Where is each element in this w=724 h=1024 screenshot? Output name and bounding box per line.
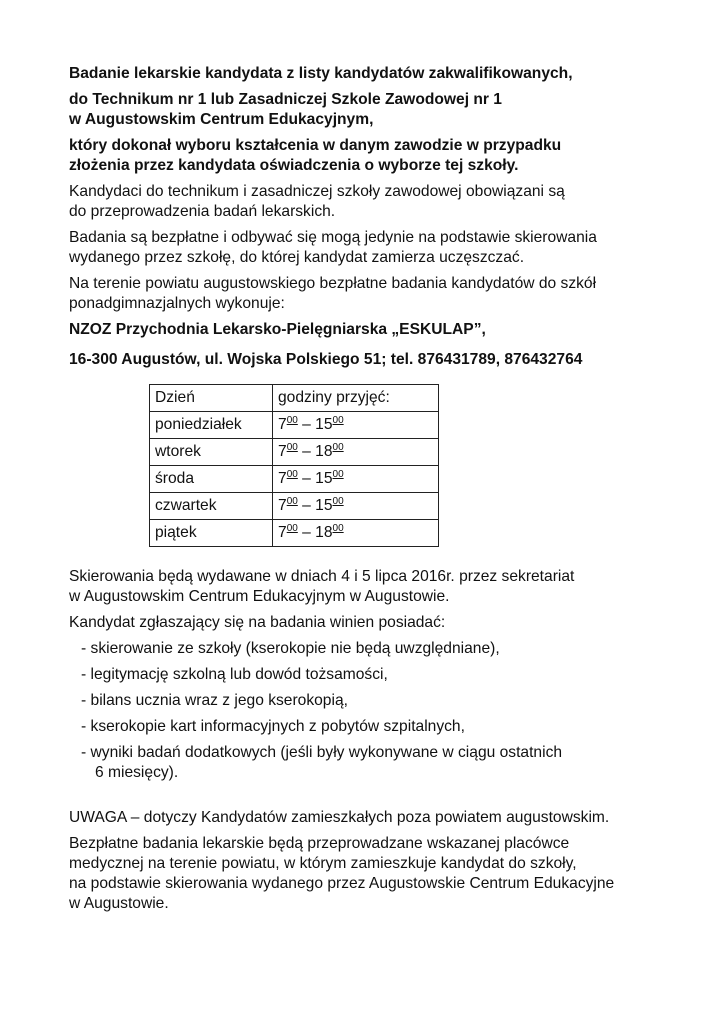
hours-cell: $7^{00} - 15^{00}$ bbox=[273, 466, 439, 493]
spacer bbox=[69, 789, 669, 808]
table-row bbox=[150, 493, 439, 520]
requirements-intro: Kandydat zgłaszający się na badania winien posiadać: bbox=[69, 614, 446, 631]
hours-cell: $7^{00} - 15^{00}$ bbox=[273, 412, 439, 439]
hours-cell: $7^{00} - 15^{00}$ bbox=[273, 493, 439, 520]
paragraph-referral: Skierowania będą wydawane w dniach 4 i 5 lipca 2016r. przez sekretariat w Augustowskim Centrum Edukacyjnym w Augustowie. bbox=[69, 568, 575, 605]
clinic-name: NZOZ Przychodnia Lekarsko-Pielęgniarska „ESKULAP”, bbox=[69, 321, 486, 338]
table-row bbox=[150, 466, 439, 493]
paragraph-obligation: Kandydaci do technikum i zasadniczej szkoły zawodowej obowiązani są do przeprowadzenia badań lekarskich. bbox=[69, 183, 565, 220]
heading-line-2: do Technikum nr 1 lub Zasadniczej Szkole Zawodowej nr 1 w Augustowskim Centrum Edukacyjnym, bbox=[69, 91, 502, 128]
table-row bbox=[150, 520, 439, 547]
note-title: UWAGA – dotyczy Kandydatów zamieszkałych poza powiatem augustowskim. bbox=[69, 809, 610, 826]
paragraph-performed-by: Na terenie powiatu augustowskiego bezpłatne badania kandydatów do szkół ponadgimnazjalnych wykonuje: bbox=[69, 275, 597, 312]
table-row bbox=[150, 439, 439, 466]
day-cell: poniedziałek bbox=[150, 412, 273, 439]
day-cell: czwartek bbox=[150, 493, 273, 520]
list-item: - bilans ucznia wraz z jego kserokopią, bbox=[81, 692, 348, 709]
clinic-address: 16-300 Augustów, ul. Wojska Polskiego 51; tel. 876431789, 876432764 bbox=[69, 351, 583, 368]
list-item: - legitymację szkolną lub dowód tożsamości, bbox=[81, 666, 388, 683]
day-cell: wtorek bbox=[150, 439, 273, 466]
table-row bbox=[150, 412, 439, 439]
header-day: Dzień bbox=[150, 385, 273, 412]
document-page bbox=[69, 64, 669, 920]
note-paragraph: Bezpłatne badania lekarskie będą przeprowadzane wskazanej placówce medycznej na terenie powiatu, w którym zamieszkuje kandydat do szkoły, na podstawie skierowania wydanego przez Augustowskie Centrum Edukacyjne w Augustowie. bbox=[69, 835, 615, 912]
heading-line-3: który dokonał wyboru kształcenia w danym zawodzie w przypadku złożenia przez kandydata oświadczenia o wyborze tej szkoły. bbox=[69, 137, 562, 174]
office-hours-table bbox=[149, 384, 439, 547]
hours-cell: $7^{00} - 18^{00}$ bbox=[273, 520, 439, 547]
heading-line-1: Badanie lekarskie kandydata z listy kandydatów zakwalifikowanych, bbox=[69, 65, 573, 82]
table-header-row bbox=[150, 385, 439, 412]
hours-cell: $7^{00} - 18^{00}$ bbox=[273, 439, 439, 466]
header-hours: godziny przyjęć: bbox=[273, 385, 439, 412]
list-item: - skierowanie ze szkoły (kserokopie nie będą uwzględniane), bbox=[81, 640, 500, 657]
day-cell: środa bbox=[150, 466, 273, 493]
day-cell: piątek bbox=[150, 520, 273, 547]
list-item: - wyniki badań dodatkowych (jeśli były wykonywane w ciągu ostatnich 6 miesięcy). bbox=[81, 744, 563, 781]
list-item: - kserokopie kart informacyjnych z pobytów szpitalnych, bbox=[81, 718, 465, 735]
paragraph-free-exams: Badania są bezpłatne i odbywać się mogą jedynie na podstawie skierowania wydanego przez szkołę, do której kandydat zamierza uczęszczać. bbox=[69, 229, 597, 266]
